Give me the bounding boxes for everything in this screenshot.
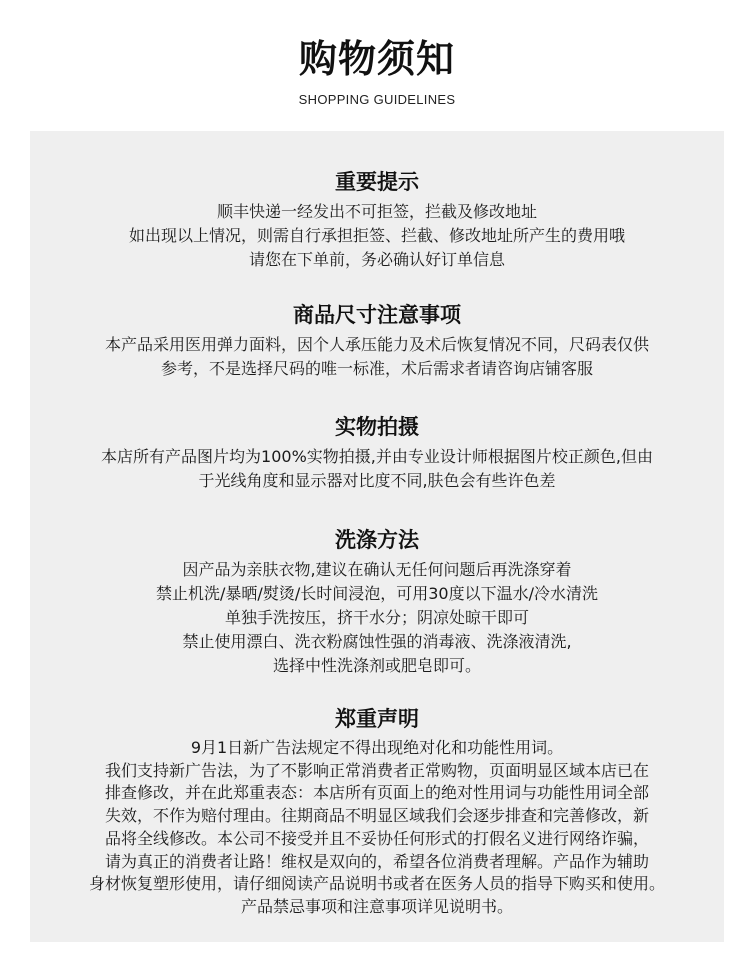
- section-body: [30, 200, 724, 272]
- section-title: 郑重声明: [335, 707, 419, 731]
- body-line: 身材恢复塑形使用，请仔细阅读产品说明书或者在医务人员的指导下购买和使用。: [88, 874, 665, 894]
- body-line: 于光线角度和显示器对比度不同,肤色会有些许色差: [198, 471, 556, 490]
- body-line: 因产品为亲肤衣物,建议在确认无任何问题后再洗涤穿着: [182, 560, 572, 579]
- section-body: [30, 333, 724, 381]
- body-line: 请您在下单前，务必确认好订单信息: [248, 250, 505, 269]
- body-line: 产品禁忌事项和注意事项详见说明书。: [240, 896, 513, 916]
- body-line: 品将全线修改。本公司不接受并且不妥协任何形式的打假名义进行网络诈骗，: [104, 828, 649, 848]
- body-line: 如出现以上情况，则需自行承担拒签、拦截、修改地址所产生的费用哦: [128, 226, 625, 245]
- section-solemn-statement: [30, 705, 724, 919]
- body-line: 9月1日新广告法规定不得出现绝对化和功能性用词。: [190, 738, 564, 757]
- body-line: 请为真正的消费者让路！维权是双向的，希望各位消费者理解。产品作为辅助: [104, 851, 649, 871]
- section-washing-method: [30, 526, 724, 678]
- body-line: 禁止机洗/暴晒/熨烫/长时间浸泡，可用30度以下温水/冷水清洗: [156, 584, 598, 603]
- section-body: [30, 737, 724, 919]
- guidelines-panel: [30, 131, 724, 942]
- section-title: 洗涤方法: [335, 528, 419, 552]
- body-line: 本店所有产品图片均为100%实物拍摄,并由专业设计师根据图片校正颜色,但由: [101, 447, 653, 466]
- section-body: [30, 445, 724, 493]
- section-title: 重要提示: [335, 170, 419, 194]
- page-subtitle: SHOPPING GUIDELINES: [298, 92, 456, 107]
- body-line: 禁止使用漂白、洗衣粉腐蚀性强的消毒液、洗涤液清洗,: [182, 632, 572, 651]
- page-header: [0, 0, 754, 130]
- body-line: 选择中性洗涤剂或肥皂即可。: [272, 656, 481, 675]
- body-line: 参考，不是选择尺码的唯一标准，术后需求者请咨询店铺客服: [160, 359, 593, 378]
- body-line: 单独手洗按压，挤干水分；阴凉处晾干即可: [224, 608, 529, 627]
- page-title: 购物须知: [298, 37, 455, 81]
- body-line: 失效，不作为赔付理由。往期商品不明显区域我们会逐步排查和完善修改，新: [104, 806, 649, 826]
- section-body: [30, 558, 724, 678]
- body-line: 顺丰快递一经发出不可拒签，拦截及修改地址: [216, 202, 537, 221]
- body-line: 排查修改，并在此郑重表态：本店所有页面上的绝对性用词与功能性用词全部: [104, 783, 649, 803]
- section-size-notes: [30, 301, 724, 381]
- body-line: 我们支持新广告法，为了不影响正常消费者正常购物，页面明显区域本店已在: [104, 760, 649, 780]
- body-line: 本产品采用医用弹力面料，因个人承压能力及术后恢复情况不同，尺码表仅供: [104, 335, 649, 354]
- section-title: 实物拍摄: [335, 415, 419, 439]
- section-real-photos: [30, 413, 724, 493]
- section-title: 商品尺寸注意事项: [293, 303, 461, 327]
- section-important-notice: [30, 168, 724, 272]
